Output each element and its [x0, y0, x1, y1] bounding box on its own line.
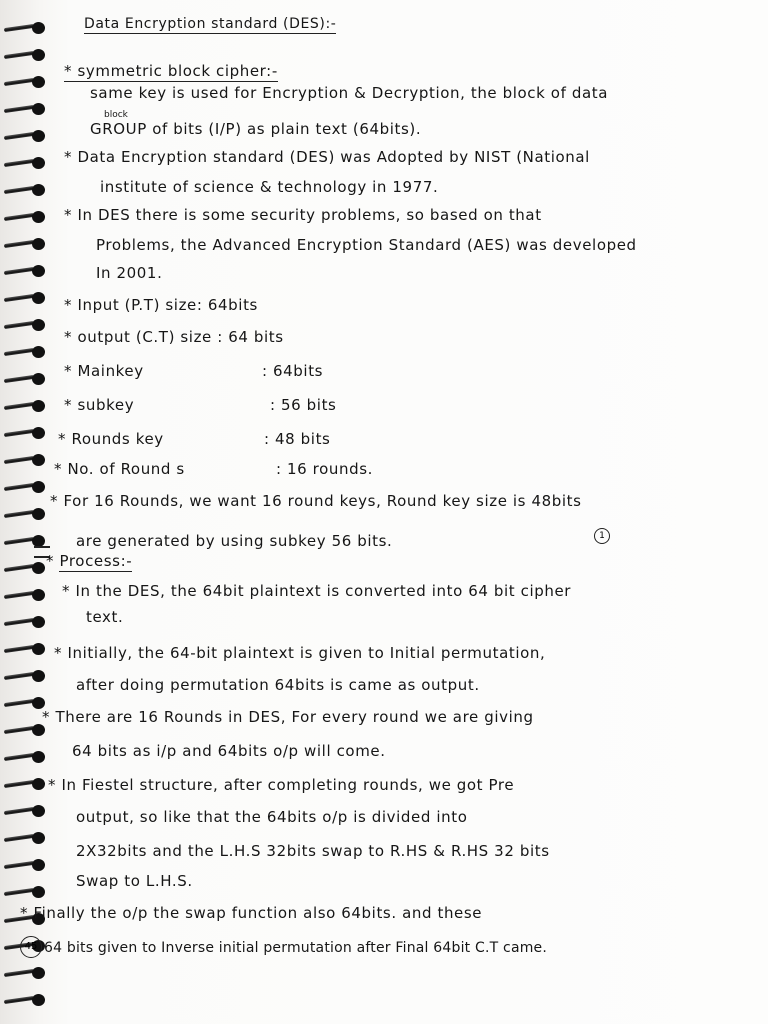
note-line: * In Fiestel structure, after completing rounds, we got Pre: [48, 776, 515, 794]
note-line: output, so like that the 64bits o/p is divided into: [76, 808, 468, 826]
note-line: * For 16 Rounds, we want 16 round keys, Round key size is 48bits: [50, 492, 582, 510]
note-line: * In the DES, the 64bit plaintext is converted into 64 bit cipher: [62, 582, 572, 600]
note-line: same key is used for Encryption & Decryption, the block of data: [90, 84, 609, 102]
note-line: are generated by using subkey 56 bits.: [76, 532, 393, 550]
note-line: * Data Encryption standard (DES) was Adopted by NIST (National: [64, 148, 590, 166]
note-line: 64 bits as i/p and 64bits o/p will come.: [72, 742, 386, 760]
note-line: * output (C.T) size : 64 bits: [64, 328, 284, 346]
note-line: * Initially, the 64-bit plaintext is given to Initial permutation,: [54, 644, 546, 662]
note-line: * No. of Round s: [54, 460, 185, 478]
note-value: : 16 rounds.: [276, 460, 374, 478]
note-line: * Input (P.T) size: 64bits: [64, 296, 258, 314]
page-number: 45: [20, 936, 42, 958]
note-line: * symmetric block cipher:-: [64, 62, 278, 80]
note-line: Problems, the Advanced Encryption Standard (AES) was developed: [96, 236, 637, 254]
page-title: Data Encryption standard (DES):-: [84, 16, 337, 32]
note-line: 64 bits given to Inverse initial permutation after Final 64bit C.T came.: [44, 940, 548, 956]
note-line: 2X32bits and the L.H.S 32bits swap to R.HS & R.HS 32 bits: [76, 842, 550, 860]
note-line: * Finally the o/p the swap function also 64bits. and these: [20, 904, 483, 922]
note-line: GROUP of bits (I/P) as plain text (64bits).: [90, 120, 422, 138]
note-value: : 56 bits: [270, 396, 337, 414]
note-line: * There are 16 Rounds in DES, For every round we are giving: [42, 708, 534, 726]
note-line: * In DES there is some security problems, so based on that: [64, 206, 542, 224]
note-line: In 2001.: [96, 264, 163, 282]
note-line: institute of science & technology in 1977.: [100, 178, 439, 196]
note-line: * subkey: [64, 396, 135, 414]
section-heading: * Process:-: [46, 552, 133, 570]
note-line: Swap to L.H.S.: [76, 872, 193, 890]
note-insertion: block: [104, 110, 128, 120]
note-line: after doing permutation 64bits is came as output.: [76, 676, 480, 694]
note-line: * Rounds key: [58, 430, 164, 448]
note-line: * Mainkey: [64, 362, 144, 380]
note-line: text.: [86, 608, 124, 626]
note-value: : 64bits: [262, 362, 324, 380]
note-value: : 48 bits: [264, 430, 331, 448]
circled-note-number: 1: [594, 528, 610, 544]
